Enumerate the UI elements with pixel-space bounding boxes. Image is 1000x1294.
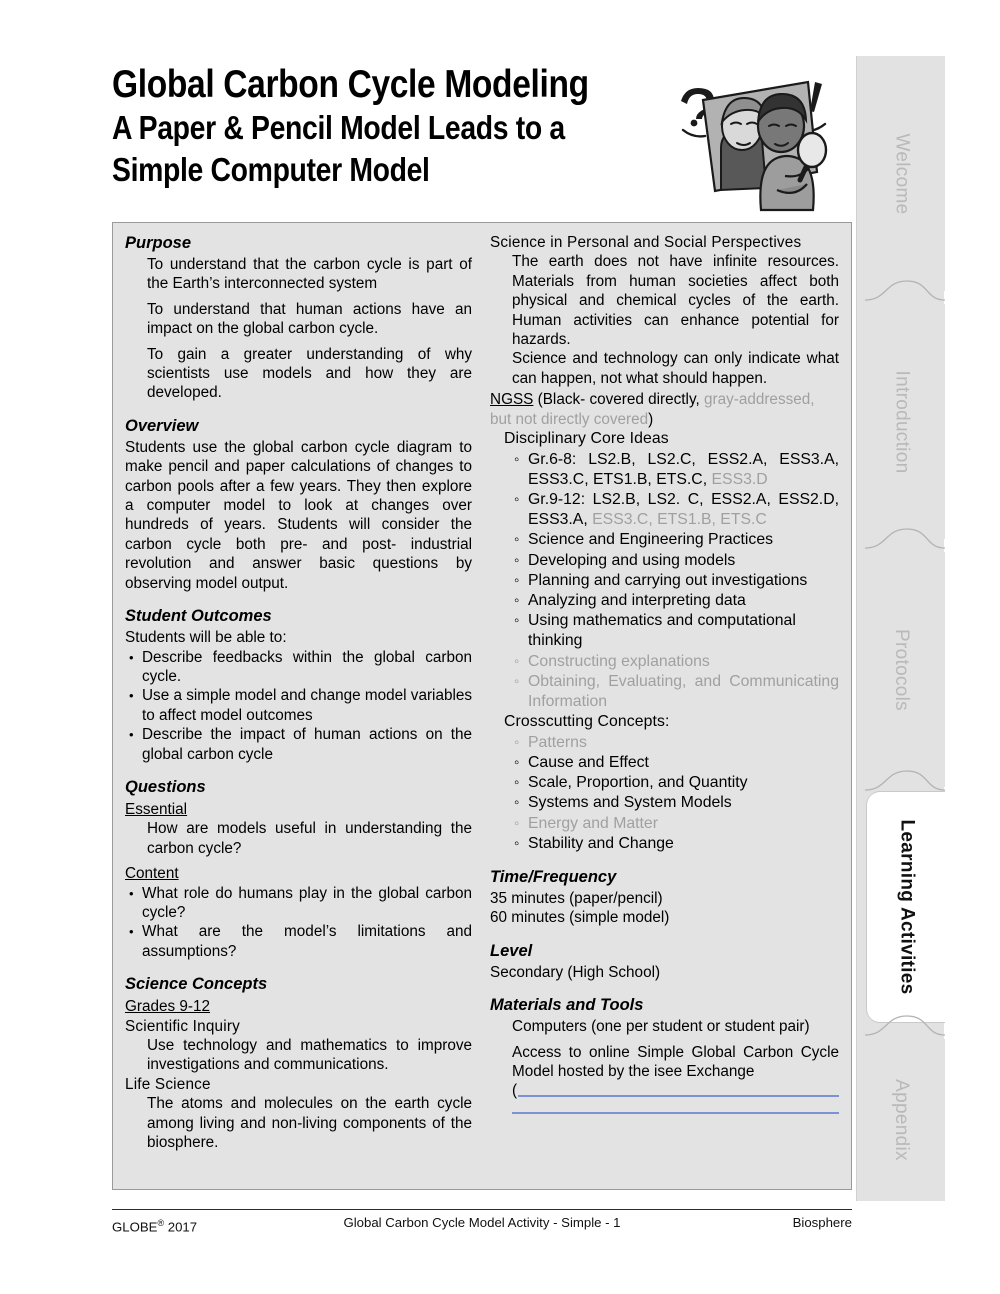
ngss-dci-list [514, 450, 839, 531]
page-title [112, 62, 672, 191]
list-item: ◦ Planning and carrying out investigations [514, 571, 839, 591]
dci-gray: ESS3.C, ETS1.B, ETS.C [592, 511, 767, 529]
list-item: ◦ Systems and System Models [514, 793, 839, 813]
footer-right: Biosphere [792, 1215, 852, 1230]
list-item: ◦ Cause and Effect [514, 753, 839, 773]
time-frequency-heading: Time/Frequency [490, 867, 617, 886]
student-outcomes-list [125, 648, 472, 764]
footer-brand: GLOBE [112, 1219, 158, 1235]
footer-year: 2017 [164, 1219, 198, 1235]
right-column [490, 233, 839, 1181]
list-item: • Describe the impact of human actions on the global carbon cycle [125, 725, 472, 764]
purpose-item: To understand that human actions have an impact on the global carbon cycle. [147, 300, 473, 338]
purpose-item: To understand that the carbon cycle is part of the Earth’s interconnected system [147, 256, 473, 293]
ngss-label: NGSS [490, 391, 534, 409]
list-item: ◦ Scale, Proportion, and Quantity [514, 773, 839, 793]
science-concepts-group-text: Use technology and mathematics to improve investigations and communications. [147, 1037, 473, 1074]
page-title-line-3: Simple Computer Model [112, 151, 430, 188]
student-outcomes-lead: Students will be able to: [125, 629, 287, 647]
tab-protocols[interactable] [857, 552, 945, 787]
left-column [125, 233, 472, 1181]
activity-summary-box [112, 222, 852, 1190]
list-item: ◦ Energy and Matter [514, 814, 839, 834]
tab-appendix-label: Appendix [890, 1079, 912, 1161]
list-item: ◦ Developing and using models [514, 551, 839, 571]
list-item [514, 490, 839, 530]
list-item [514, 450, 839, 490]
ngss-practices-list [514, 530, 839, 712]
list-item: • Describe feedbacks within the global carbon cycle. [125, 648, 472, 687]
model-link-row[interactable] [512, 1081, 839, 1100]
questions-heading: Questions [125, 777, 206, 796]
time-frequency-line: 60 minutes (simple model) [490, 909, 670, 927]
sps-paragraph: The earth does not have infinite resources. Materials from human societies affect both physical and chemical cycles of the earth. Human activities can enhance potential for hazards. [512, 253, 839, 349]
science-concepts-grades-label: Grades 9-12 [125, 998, 211, 1016]
materials-item: Computers (one per student or student pair) [512, 1018, 810, 1036]
list-item: • What are the model’s limitations and assumptions? [125, 922, 472, 961]
questions-content-list [125, 884, 472, 962]
tab-protocols-label: Protocols [891, 628, 912, 711]
page-title-line-2: A Paper & Pencil Model Leads to a [112, 109, 565, 146]
list-item: ◦ Analyzing and interpreting data [514, 591, 839, 611]
page-title-line-1: Global Carbon Cycle Modeling [112, 63, 589, 106]
tab-appendix[interactable] [857, 1039, 945, 1201]
model-link-underline-2[interactable] [512, 1112, 839, 1114]
registered-icon: ® [157, 1218, 165, 1228]
science-concepts-group-name: Scientific Inquiry [125, 1017, 240, 1035]
overview-text: Students use the global carbon cycle diagram to make pencil and paper calculations of changes to carbon pools after a few years. They then explore a computer model to look at changes over hundreds of years. Students will consider the carbon cycle both pre- and post- industrial revolution and answer basic questions by observing model output. [125, 438, 473, 592]
questions-essential-label: Essential [125, 800, 188, 818]
student-outcomes-heading: Student Outcomes [125, 607, 272, 626]
tab-introduction-label: Introduction [891, 370, 913, 473]
level-text: Secondary (High School) [490, 963, 661, 981]
page-footer [112, 1214, 852, 1236]
materials-item: Access to online Simple Global Carbon Cycle Model hosted by the isee Exchange [512, 1043, 839, 1080]
purpose-heading: Purpose [125, 234, 192, 252]
questions-content-label: Content [125, 865, 179, 883]
tab-introduction[interactable] [857, 304, 945, 539]
purpose-item: To gain a greater understanding of why scientists use models and how they are developed. [147, 345, 473, 402]
questions-essential-text: How are models useful in understanding the carbon cycle? [147, 820, 473, 857]
section-tab-rail [856, 56, 944, 1201]
list-item: • Use a simple model and change model variables to affect model outcomes [125, 686, 472, 725]
science-concepts-group-name: Life Science [125, 1075, 211, 1093]
link-open-paren: ( [512, 1082, 518, 1100]
ngss-note-black: (Black- covered directly, [533, 391, 704, 409]
time-frequency-line: 35 minutes (paper/pencil) [490, 889, 663, 907]
footer-divider [112, 1209, 852, 1210]
tab-welcome[interactable] [857, 56, 945, 291]
list-item: ◦ Patterns [514, 733, 839, 753]
ngss-dci-heading: Disciplinary Core Ideas [504, 430, 669, 448]
ngss-note-close: ) [648, 410, 654, 428]
ngss-ccc-list [514, 733, 839, 854]
list-item: ◦ Constructing explanations [514, 652, 839, 672]
list-item: ◦ Science and Engineering Practices [514, 530, 839, 550]
students-illustration-icon [665, 64, 845, 214]
dci-black: Gr.9-12: LS2.B, LS2. C, ESS2.A, ESS2.D, ESS3.A, [528, 490, 839, 529]
footer-center: Global Carbon Cycle Model Activity - Simple - 1 [343, 1215, 621, 1230]
tab-learning-activities[interactable] [867, 792, 945, 1022]
ngss-note [490, 390, 839, 429]
dci-black: Gr.6-8: LS2.B, LS2.C, ESS2.A, ESS3.A, ESS3.C, ETS1.B, ETS.C, [528, 450, 839, 488]
materials-heading: Materials and Tools [490, 996, 644, 1015]
sps-paragraph: Science and technology can only indicate what can happen, not what should happen. [512, 350, 839, 387]
science-concepts-group-text: The atoms and molecules on the earth cycle among living and non-living components of the biosphere. [147, 1095, 473, 1152]
model-link-underline-1[interactable] [518, 1095, 839, 1097]
list-item: ◦ Using mathematics and computational thinking [514, 611, 839, 651]
sps-heading: Science in Personal and Social Perspectives [490, 234, 802, 251]
level-heading: Level [490, 941, 533, 960]
list-item: ◦ Stability and Change [514, 834, 839, 854]
ngss-note-gray: gray-addressed, but not directly covered [490, 391, 815, 428]
list-item: • What role do humans play in the global carbon cycle? [125, 884, 472, 923]
overview-heading: Overview [125, 416, 199, 435]
page-header [112, 62, 852, 214]
list-item: ◦ Obtaining, Evaluating, and Communicating Information [514, 672, 839, 712]
tab-learning-activities-label: Learning Activities [896, 819, 918, 995]
science-concepts-heading: Science Concepts [125, 975, 268, 994]
ngss-ccc-heading: Crosscutting Concepts: [504, 713, 670, 731]
dci-gray: ESS3.D [711, 470, 768, 488]
tab-welcome-label: Welcome [890, 133, 912, 214]
